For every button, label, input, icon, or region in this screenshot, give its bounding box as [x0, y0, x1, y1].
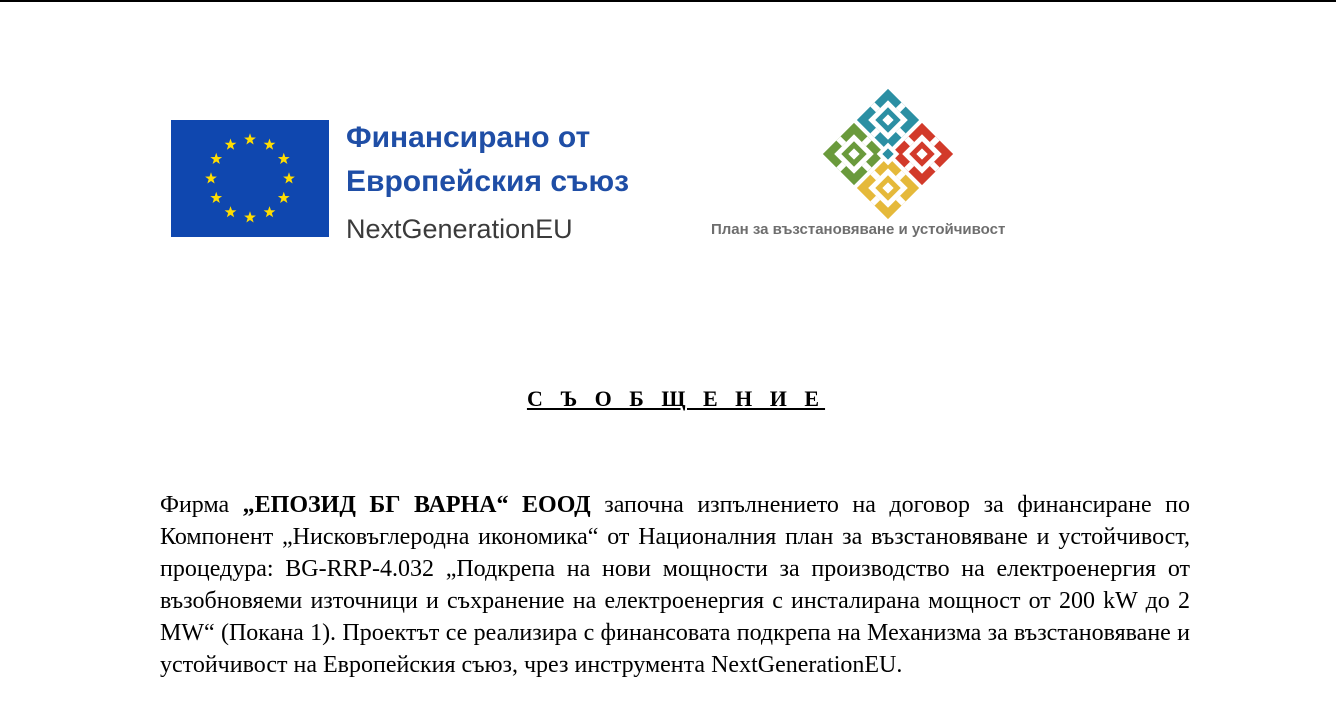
notice-paragraph: [160, 489, 1190, 681]
eu-funding-text: [346, 116, 629, 252]
company-name: „ЕПОЗИД БГ ВАРНА“ ЕООД: [242, 492, 591, 518]
eu-star-icon: [244, 133, 256, 144]
eu-flag-logo: [171, 120, 329, 237]
eu-star-icon: [264, 206, 276, 217]
recovery-plan-caption: План за възстановяване и устойчивост: [711, 221, 1006, 238]
eu-star-icon: [210, 192, 222, 203]
eu-text-line3: NextGenerationEU: [346, 214, 573, 244]
eu-star-icon: [210, 153, 222, 164]
eu-star-icon: [278, 153, 290, 164]
recovery-plan-logo: [818, 84, 958, 224]
eu-star-icon: [225, 206, 237, 217]
notice-title: С Ъ О Б Щ Е Н И Е: [526, 386, 826, 411]
recovery-plan-emblem-icon: [818, 84, 958, 224]
eu-star-icon: [205, 172, 217, 183]
eu-text-line2: Европейския съюз: [346, 165, 630, 198]
eu-text-line1: Финансирано от: [346, 121, 591, 154]
eu-star-icon: [283, 172, 295, 183]
paragraph-body: започна изпълнението на договор за финансиране по Компонент „Нисковъглеродна икономика“ от Националния план за възстановяване и устойчивост, процедура: BG-RRP-4.032 „Подкрепа на нови мощности за производство на електроенергия от възобновяеми източници и съхранение на електроенергия с инсталирана мощност от 200 kW до 2 MW“ (Покана 1). Проектът се реализира с финансовата подкрепа на Механизма за възстановяване и устойчивост на Европейския съюз, чрез инструмента NextGenerationEU.: [160, 492, 1190, 678]
paragraph-prefix: Фирма: [160, 492, 243, 518]
eu-star-icon: [264, 139, 276, 150]
eu-star-icon: [244, 211, 256, 222]
eu-stars-icon: [171, 120, 329, 237]
eu-star-icon: [278, 192, 290, 203]
eu-star-icon: [225, 139, 237, 150]
